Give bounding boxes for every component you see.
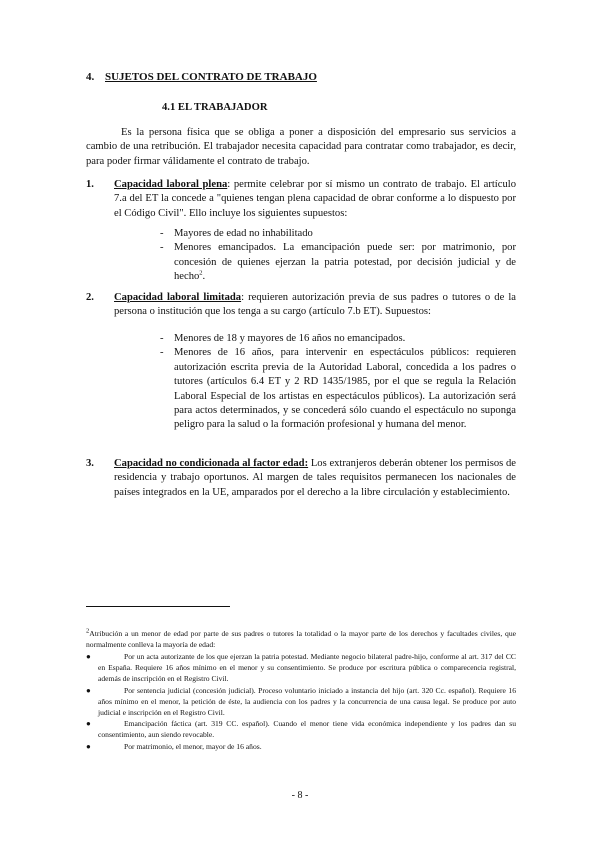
list-item-2 bbox=[86, 291, 516, 320]
footnote-bullet: ● Emancipación fáctica (art. 319 CC. español). Cuando el menor tiene vida económica independiente y los padres dan su consentimiento, aun siendo revocable. bbox=[86, 719, 516, 739]
footnote-text: $^2$Atribución a un menor de edad por parte de sus padres o tutores la totalidad o la mayor parte de los derechos y facultades civiles, que normalmente conlleva la mayoría de edad: bbox=[86, 627, 516, 649]
section-title: SUJETOS DEL CONTRATO DE TRABAJO bbox=[105, 71, 317, 83]
bullet-dot-icon: ● bbox=[86, 719, 91, 728]
item-text: Los extranjeros deberán obtener los permisos de residencia y trabajo oportunos. Al margen de tales requisitos permanecen los nacionales de países integrados en la UE, amparados por el derecho a la libre circulación y establecimiento. bbox=[114, 458, 516, 498]
list-item-1 bbox=[86, 178, 516, 221]
bullet-item: - Mayores de edad no inhabilitado bbox=[160, 228, 313, 239]
item-text: : requieren autorización previa de sus padres o tutores o de la persona o institución que los tenga a su cargo (artículo 7.b ET). Supuestos: bbox=[114, 292, 517, 318]
item-paragraph bbox=[86, 457, 516, 500]
page-number: - 8 - bbox=[291, 790, 309, 801]
item-number: 3. bbox=[86, 458, 94, 469]
section-number: 4. bbox=[86, 71, 95, 83]
bullet-dot-icon: ● bbox=[86, 742, 91, 751]
item-number: 1. bbox=[86, 179, 94, 190]
item-2-bullets bbox=[160, 332, 516, 433]
bullet-item: - Menores emancipados. La emancipación puede ser: por matrimonio, por concesión de quienes ejerzan la patria potestad, por decisión judicial y de hecho$^2$. bbox=[160, 242, 516, 283]
footnote-bullet: ● Por sentencia judicial (concesión judicial). Proceso voluntario iniciado a instancia del hijo (art. 320 Cc. español). Requiere 16 años mínimo en el menor, la petición de éste, la audiencia con los padres y la concurrencia de una causa legal. Se produce por auto judicial e inscripción en el Registro Civil. bbox=[86, 686, 516, 717]
footnote-bullet: ● Por un acta autorizante de los que ejerzan la patria potestad. Mediante negocio bilateral padre-hijo, conforme al art. 317 del CC en España. Requiere 16 años mínimo en el menor y su consentimiento. Se produce por escritura pública o comparecencia registral, además de inscripción en el Registro Civil. bbox=[86, 652, 516, 683]
item-number: 2. bbox=[86, 292, 94, 303]
intro-paragraph: Es la persona física que se obliga a poner a disposición del empresario sus servicios a cambio de una retribución. El trabajador necesita capacidad para contratar como trabajador, es decir, para poder firmar válidamente el contrato de trabajo. bbox=[86, 127, 516, 167]
section-heading bbox=[86, 71, 317, 83]
item-title: Capacidad no condicionada al factor edad: bbox=[114, 458, 309, 469]
footnote-number: 2 bbox=[86, 627, 90, 635]
item-paragraph bbox=[86, 178, 516, 221]
bullet-dot-icon: ● bbox=[86, 652, 91, 661]
item-paragraph bbox=[86, 291, 516, 320]
item-1-bullets bbox=[160, 227, 516, 285]
footnote-separator bbox=[86, 606, 230, 607]
item-title: Capacidad laboral plena bbox=[114, 179, 228, 190]
item-title: Capacidad laboral limitada bbox=[114, 292, 242, 303]
bullet-item: - Menores de 16 años, para intervenir en espectáculos públicos: requieren autorización escrita previa de la Autoridad Laboral, concedida a los padres o tutores (artículos 6.4 ET y 2 RD 1435/1985, por el que se regula la Relación Laboral Especial de los artistas en espectáculos públicos). La autorización será para actos determinados, y se concederá sólo cuando el espectáculo no suponga peligro para la salud o la formación profesional y humana del menor. bbox=[160, 347, 516, 431]
bullet-dot-icon: ● bbox=[86, 686, 91, 695]
footnote-bullet: ● Por matrimonio, el menor, mayor de 16 años. bbox=[86, 742, 262, 751]
list-item-3 bbox=[86, 457, 516, 500]
item-text: : permite celebrar por sí mismo un contrato de trabajo. El artículo 7.a del ET la concede a "quienes tengan plena capacidad de obrar conforme a lo dispuesto por el Código Civil". Ello incluye los siguientes supuestos: bbox=[114, 179, 516, 219]
footnote-ref: 2 bbox=[199, 269, 203, 277]
bullet-item: - Menores de 18 y mayores de 16 años no emancipados. bbox=[160, 333, 406, 344]
subsection-title: 4.1 EL TRABAJADOR bbox=[162, 102, 268, 113]
